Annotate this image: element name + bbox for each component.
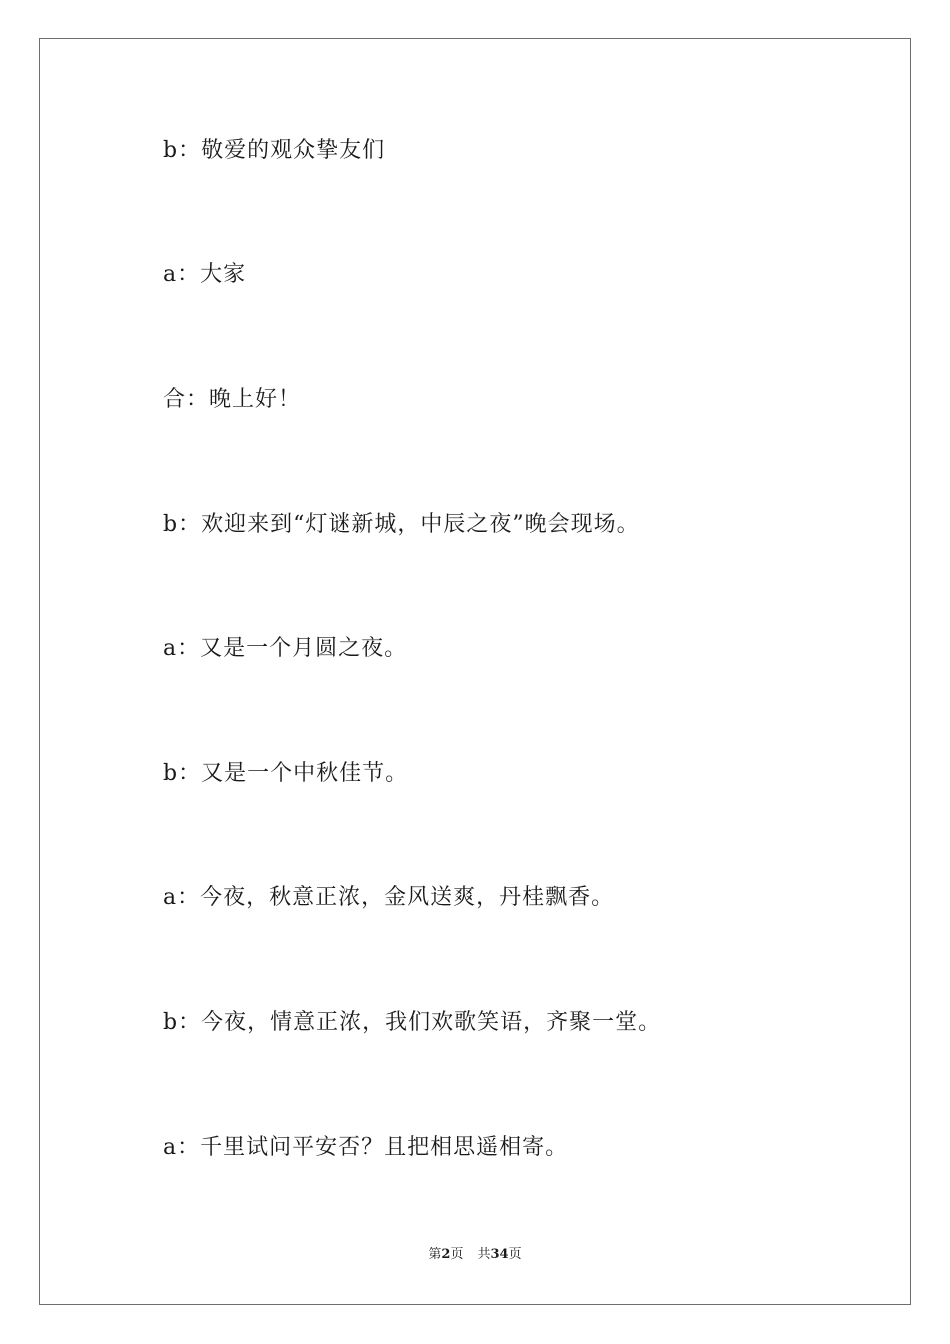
page-prefix: 第 <box>428 1247 442 1262</box>
page-suffix: 页 <box>450 1247 464 1262</box>
page-footer <box>0 1247 950 1263</box>
dialogue-line-9: a：千里试问平安否？且把相思遥相寄。 <box>163 1135 569 1160</box>
dialogue-line-7: a：今夜，秋意正浓，金风送爽，丹桂飘香。 <box>163 885 615 910</box>
dialogue-line-5: a：又是一个月圆之夜。 <box>163 636 408 661</box>
dialogue-line-8: b：今夜，情意正浓，我们欢歌笑语，齐聚一堂。 <box>163 1010 662 1035</box>
dialogue-line-2: a：大家 <box>163 262 247 287</box>
dialogue-line-1: b：敬爱的观众挚友们 <box>163 138 386 163</box>
dialogue-line-6: b：又是一个中秋佳节。 <box>163 761 409 786</box>
total-suffix: 页 <box>508 1247 522 1262</box>
page-number: 2 <box>441 1247 451 1262</box>
total-prefix: 共 <box>477 1247 491 1262</box>
dialogue-line-3: 合：晚上好！ <box>163 387 302 412</box>
dialogue-line-4: b：欢迎来到“灯谜新城，中辰之夜”晚会现场。 <box>163 512 640 537</box>
total-pages: 34 <box>490 1247 509 1262</box>
page-border <box>39 38 911 1305</box>
